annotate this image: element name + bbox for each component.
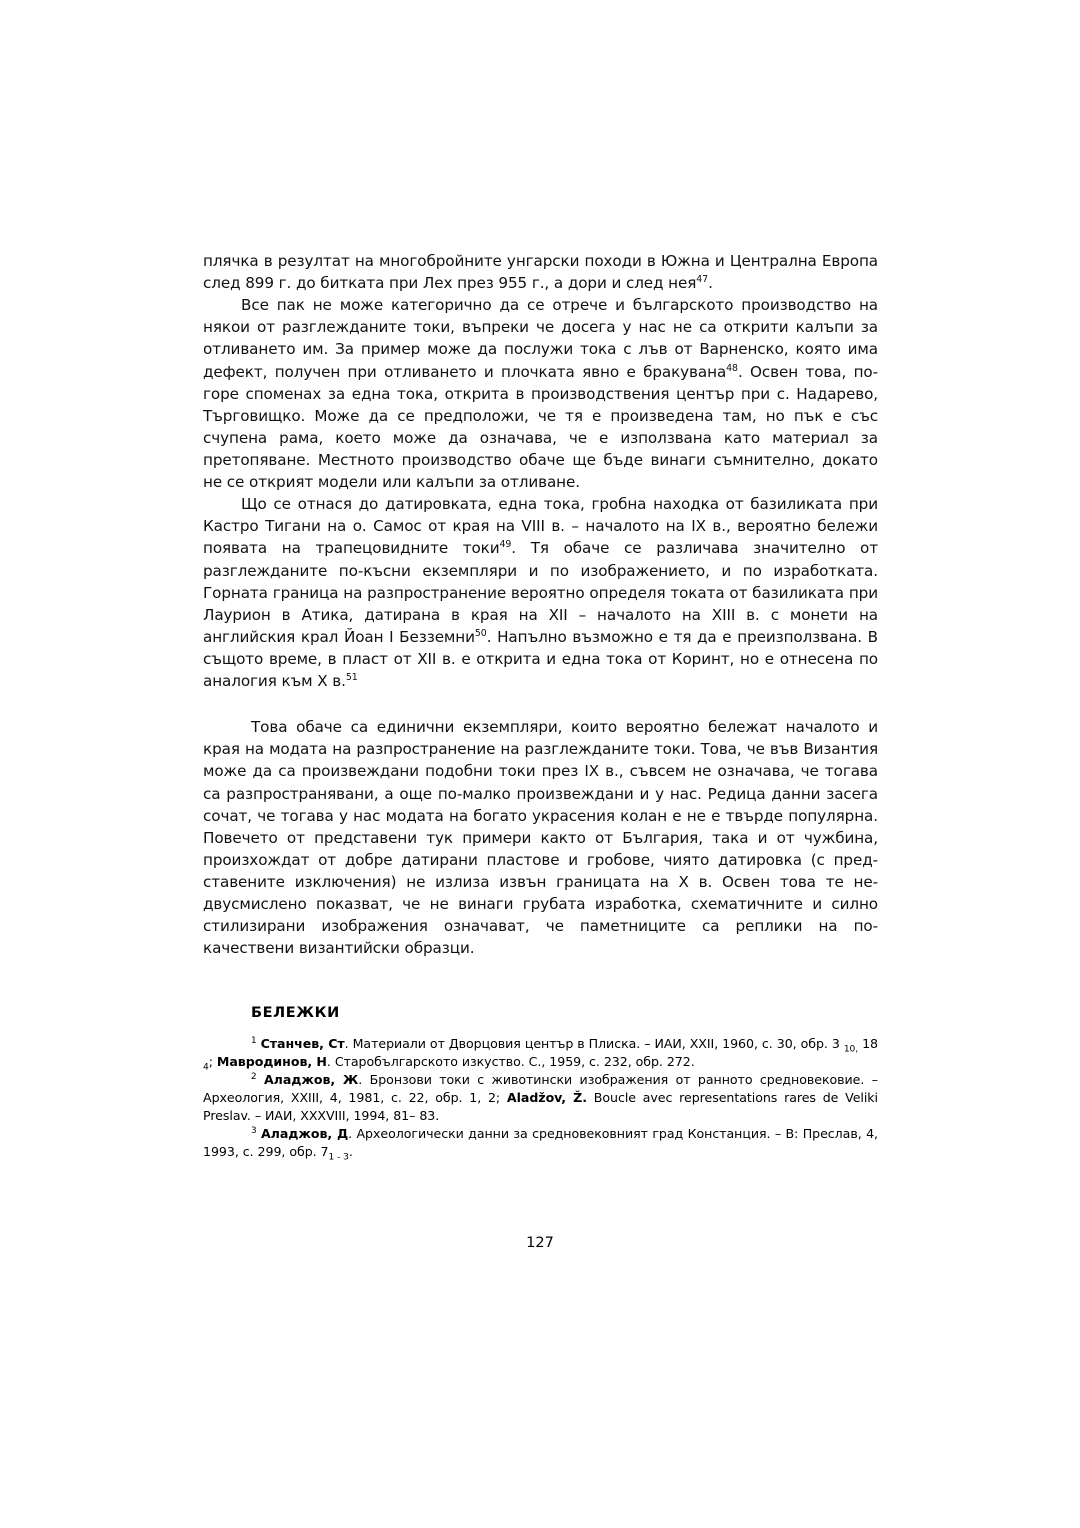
paragraph-4 (203, 716, 878, 959)
note-item-3 (203, 1125, 878, 1161)
note-text: . Бронзови токи с животински изображения от ранното средновековие. – Археология, XXIII, 4, 1981, с. 22, обр. 1, 2; (203, 1072, 878, 1106)
note-author-2: Aladžov, Ž. (506, 1090, 587, 1106)
page-content (203, 250, 878, 1161)
footnote-ref-50: 50 (474, 627, 487, 639)
note-number: 2 (251, 1071, 257, 1082)
paragraph-3-tail2: . Напълно възможно е тя да е преизползвана. В същото време, в пласт от XII в. е открита и една тока от Коринт, но е отнесена по аналогия към X в. (203, 627, 879, 691)
paragraph-3-text: Що се отнася до датировката, една тока, гробна находка от базиликата при Кастро Тигани на о. Самос от края на VIII в. – началото на IX в., вероятно бележи появата на трапецовидните токи (203, 495, 878, 558)
page-number: 127 (526, 1235, 554, 1251)
note-text: . Материали от Дворцовия център в Плиска. – ИАИ, XXII, 1960, с. 30, обр. 3 (344, 1036, 844, 1052)
note-text-2: . (348, 1143, 353, 1159)
note-author: Аладжов, Ж (263, 1072, 359, 1088)
note-author-2: Мавродинов, Н (216, 1054, 327, 1070)
note-sub-1: 10, (843, 1044, 859, 1055)
notes-heading: БЕЛЕЖКИ (251, 1005, 340, 1022)
paragraph-2 (203, 294, 878, 493)
paragraph-spacer (203, 692, 878, 716)
note-item-2 (203, 1071, 878, 1125)
note-text-3: ; (208, 1054, 217, 1070)
note-author: Аладжов, Д (260, 1125, 349, 1141)
note-text-2: 18 (858, 1036, 878, 1052)
note-sub-2: 4 (203, 1062, 209, 1073)
paragraph-3 (203, 493, 878, 692)
paragraph-3-tail: . Тя обаче се различава значително от разглежданите по-късни екземпляри и по изображението, и по изработката. Горната граница на разпространение вероятно определя токата от базиликата при Лаурион в Атика, датирана в края на XII – началото на XIII в. с монети на английския крал Йоан I Безземни (203, 539, 878, 646)
paragraph-2-text: Все пак не може категорично да се отрече и българското производство на някои от разглежданите токи, въпреки че досега у нас не са открити калъпи за отливането им. За пример може да послужи тока с лъв от Варненско, която има дефект, получен при отливането и плочката явно е бракувана (203, 296, 878, 381)
paragraph-1 (203, 250, 878, 294)
note-item-1 (203, 1035, 878, 1071)
note-text-2: Boucle avec representations rares de Veliki Preslav. – ИАИ, XXXVIII, 1994, 81– 83. (203, 1090, 879, 1123)
footnote-ref-48: 48 (726, 362, 738, 374)
paragraph-4-text: Това обаче са единични екземпляри, които вероятно бележат началото и края на модата на разпространение на разглежданите токи. Това, че във Византия може да са произвеждани подобни токи през IX в., съвсем не означава, че тогава са разпространявани, а още по-малко произвеждани и у нас. Редица данни засега сочат, че тогава у нас модата на богато украсения колан е не е твърде популярна. Повечето от представени тук примери както от България, така и от чужбина, произхождат от добре датирани пластове и гробове, чиято датировка (с пред-ставените изключения) не излиза извън границата на X в. Освен това те не-двусмислено показват, че не винаги грубата изработка, схематичните и силно стилизирани изображения означават, че паметниците са реплики на по-качествени византийски образци. (203, 718, 878, 958)
note-author: Станчев, Ст (260, 1036, 345, 1052)
notes-list (203, 1035, 879, 1163)
footnote-ref-51: 51 (345, 672, 358, 684)
footnote-ref-49: 49 (499, 539, 512, 551)
paragraph-1-tail: . (708, 274, 713, 293)
note-number: 1 (251, 1036, 257, 1047)
paragraph-2-tail: . Освен това, по-горе споменах за една тока, открита в производствения център при с. Надарево, Търговищко. Може да се предположи, че тя е произведена там, но пък е със счупена рама, което може да означава, че е използвана като материал за претопяване. Местното производство обаче ще бъде винаги съмнително, докато не се открият модели или калъпи за отливане. (203, 362, 878, 492)
note-sub-1: 1 - 3 (328, 1152, 349, 1163)
paragraph-1-text: плячка в резултат на многобройните унгарски походи в Южна и Централна Европа след 899 г. до битката при Лех през 955 г., а дори и след нея (203, 252, 878, 293)
note-number: 3 (251, 1125, 257, 1136)
note-text: . Археологически данни за средновековният град Констанция. – В: Преслав, 4, 1993, с. 299, обр. 7 (203, 1125, 878, 1159)
footnote-ref-47: 47 (696, 274, 709, 286)
note-text-4: . Старобългарското изкуство. С., 1959, с. 232, обр. 272. (326, 1054, 695, 1070)
